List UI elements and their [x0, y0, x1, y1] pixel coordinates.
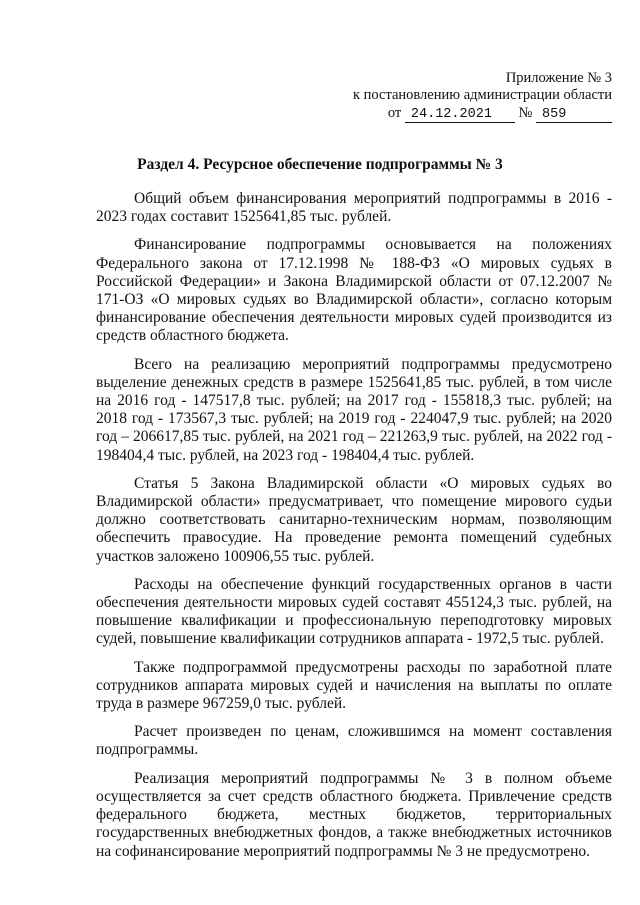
appendix-number: Приложение № 3: [505, 70, 612, 86]
paragraph-premises-repair: Статья 5 Закона Владимирской области «О мировых судьях во Владимирской области» предусматривает, что помещение мирового судьи должно соответствовать санитарно-техническим нормам, позволяющим обеспечить правосудие. На проведение ремонта помещений судебных участков заложено 100906,55 тыс. рублей.: [96, 474, 612, 565]
paragraph-state-functions: Расходы на обеспечение функций государственных органов в части обеспечения деятельности мировых судей составят 455124,3 тыс. рублей, на повышение квалификации и профессиональную переподготовку мировых судей, повышение квалификации сотрудников аппарата - 1972,5 тыс. рублей.: [96, 575, 612, 648]
body-text: [96, 190, 612, 871]
paragraph-yearly-breakdown: Всего на реализацию мероприятий подпрограммы предусмотрено выделение денежных средств в размере 1525641,85 тыс. рублей, в том числе на 2016 год - 147517,8 тыс. рублей; на 2017 год - 155818,3 тыс. рублей; на 2018 год - 173567,3 тыс. рублей; на 2019 год - 224047,9 тыс. рублей; на 2020 год – 206617,85 тыс. рублей, на 2021 год – 221263,9 тыс. рублей, на 2022 год - 198404,4 тыс. рублей, на 2023 год - 198404,4 тыс. рублей.: [96, 355, 612, 464]
paragraph-legal-basis: Финансирование подпрограммы основывается на положениях Федерального закона от 17.12.1998 № 188-ФЗ «О мировых судьях в Российской Федерации» и Закона Владимирской области от 07.12.2007 № 171-ОЗ «О мировых судьях во Владимирской области», согласно которым финансирование обеспечения деятельности мировых судей производится из средств областного бюджета.: [96, 236, 612, 345]
appendix-date-number-row: [312, 105, 612, 123]
resolution-date: 24.12.2021: [405, 107, 515, 123]
paragraph-calculation: Расчет произведен по ценам, сложившимся на момент составления подпрограммы.: [96, 723, 612, 759]
appendix-resolution-ref: к постановлению администрации области: [352, 87, 612, 103]
appendix-header: [312, 70, 612, 123]
number-prefix: №: [518, 105, 533, 121]
resolution-number: 859: [536, 107, 612, 123]
paragraph-salary: Также подпрограммой предусмотрены расходы по заработной плате сотрудников аппарата мировых судей и начисления на выплаты по оплате труда в размере 967259,0 тыс. рублей.: [96, 658, 612, 713]
paragraph-total-financing: Общий объем финансирования мероприятий подпрограммы в 2016 - 2023 годах составит 1525641,85 тыс. рублей.: [96, 190, 612, 226]
section-title: Раздел 4. Ресурсное обеспечение подпрограммы № 3: [137, 156, 503, 173]
date-prefix: от: [387, 105, 402, 121]
paragraph-funding-source: Реализация мероприятий подпрограммы № 3 в полном объеме осуществляется за счет средств областного бюджета. Привлечение средств федерального бюджета, местных бюджетов, территориальных государственных внебюджетных фондов, а также внебюджетных источников на софинансирование мероприятий подпрограммы № 3 не предусмотрено.: [96, 769, 612, 860]
